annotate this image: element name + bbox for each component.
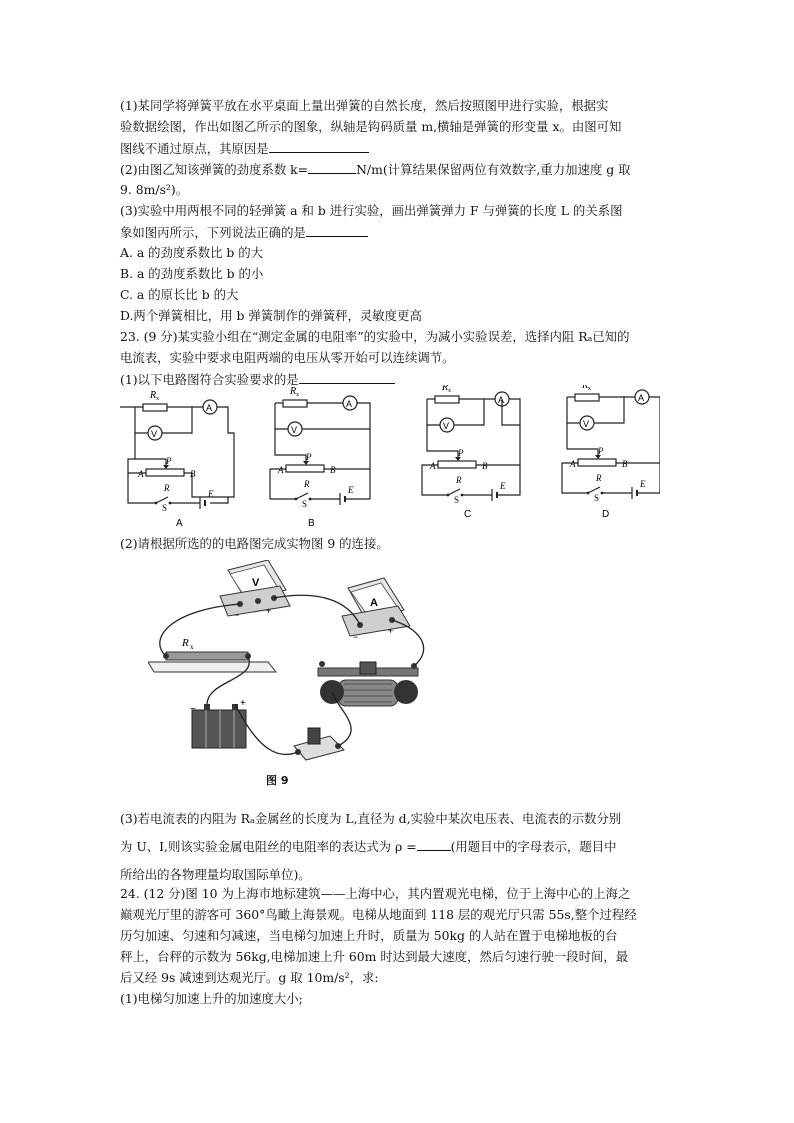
q22-text-2b: N/m(计算结果保留两位有效数字,重力加速度 g 取 xyxy=(356,162,631,177)
svg-text:−: − xyxy=(234,610,240,620)
svg-text:A: A xyxy=(370,597,378,609)
ammeter xyxy=(342,578,410,642)
q24-text-c: 历匀加速、匀速和匀减速，当电梯匀加速上升时，质量为 50kg 的人站在置于电梯地板的台 xyxy=(120,928,618,943)
q22-text-2a: (2)由图乙知该弹簧的劲度系数 k= xyxy=(120,162,309,177)
svg-text:−: − xyxy=(190,704,196,715)
q24-text-a: 24. (12 分)图 10 为上海市地标建筑——上海中心，其内置观光电梯，位于上海中心的上海之 xyxy=(120,886,631,901)
battery xyxy=(190,698,246,748)
circuit-label-b: B xyxy=(308,518,315,529)
svg-text:V: V xyxy=(252,577,260,589)
q22-text-1c xyxy=(120,138,676,159)
q23-subq1-label: (1)以下电路图符合实验要求的是 xyxy=(120,372,299,387)
q23-heading-b: 电流表，实验中要求电阻两端的电压从零开始可以连续调节。 xyxy=(120,350,455,365)
svg-text:+: + xyxy=(266,606,272,616)
circuit-label-c: C xyxy=(464,509,472,520)
q22-option-a: A. a 的劲度系数比 b 的大 xyxy=(120,245,264,260)
circuit-a xyxy=(120,390,234,529)
q23-subq3b-label: 为 U、I,则该实验金属电阻丝的电阻率的表达式为 ρ = xyxy=(120,839,417,854)
svg-text:+: + xyxy=(388,626,394,636)
resistor-rx xyxy=(148,637,276,672)
q22-text-3b xyxy=(120,222,676,243)
q22-text-3a: (3)实验中用两根不同的轻弹簧 a 和 b 进行实验，画出弹簧弹力 F 与弹簧的长度 L 的关系图 xyxy=(120,203,623,218)
svg-text:+: + xyxy=(240,698,246,709)
answer-blank xyxy=(306,222,368,237)
q22-text-1a: (1)某同学将弹簧平放在水平桌面上量出弹簧的自然长度，然后按照图甲进行实验，根据实 xyxy=(120,98,609,113)
q24-text-d: 秤上，台秤的示数为 56kg,电梯加速上升 60m 时达到最大速度，然后匀速行驶一段时间，最 xyxy=(120,949,629,964)
q22-text-1c-label: 图线不通过原点，其原因是 xyxy=(120,141,269,156)
q23-subq3a: (3)若电流表的内阻为 Rₐ金属丝的长度为 L,直径为 d,实验中某次电压表、电流表的示数分别 xyxy=(120,811,622,826)
q23-subq3b-tail: (用题目中的字母表示，题目中 xyxy=(450,839,617,854)
svg-text:x: x xyxy=(190,643,194,651)
answer-blank xyxy=(417,836,451,851)
circuit-label-d: D xyxy=(602,509,610,520)
q24-subq1: (1)电梯匀加速上升的加速度大小; xyxy=(120,991,303,1006)
q22-option-b: B. a 的劲度系数比 b 的小 xyxy=(120,266,264,281)
svg-text:−: − xyxy=(353,632,359,642)
q22-text-1b: 验数据绘图，作出如图乙所示的图象，纵轴是钩码质量 m,横轴是弹簧的形变量 x。由图可知 xyxy=(120,119,622,134)
figure-9-apparatus xyxy=(148,560,448,790)
svg-text:R: R xyxy=(182,637,189,649)
answer-blank xyxy=(299,369,395,384)
circuit-d xyxy=(562,385,660,520)
q22-text-2c: 9. 8m/s²)。 xyxy=(120,182,189,197)
switch xyxy=(294,728,344,760)
q24-text-b: 巅观光厅里的游客可 360°鸟瞰上海景观。电梯从地面到 118 层的观光厅只需 55s,整个过程经 xyxy=(120,907,637,922)
q22-option-c: C. a 的原长比 b 的大 xyxy=(120,287,239,302)
q23-subq3b xyxy=(120,834,676,860)
circuit-c xyxy=(422,385,520,520)
figure-9-label: 图 9 xyxy=(266,774,289,787)
q22-text-2 xyxy=(120,159,676,180)
answer-blank xyxy=(269,138,369,153)
rheostat xyxy=(318,661,418,706)
q22-text-3b-label: 象如图丙所示，下列说法正确的是 xyxy=(120,225,306,240)
q23-subq3c: 所给出的各物理量均取国际单位)。 xyxy=(120,867,311,882)
q23-heading-a: 23. (9 分)某实验小组在“测定金属的电阻率”的实验中，为减小实验误差，选择内阻 Rₐ已知的 xyxy=(120,329,630,344)
circuit-label-a: A xyxy=(176,518,183,529)
q22-option-d: D.两个弹簧相比，用 b 弹簧制作的弹簧秤，灵敏度更高 xyxy=(120,308,422,323)
answer-blank xyxy=(308,159,356,174)
q24-text-e: 后又经 9s 减速到达观光厅。g 取 10m/s²，求: xyxy=(120,970,379,985)
voltmeter xyxy=(220,560,290,620)
circuit-b xyxy=(270,386,370,529)
q23-subq2: (2)请根据所选的的电路图完成实物图 9 的连接。 xyxy=(120,536,389,551)
circuit-diagrams xyxy=(120,385,660,530)
